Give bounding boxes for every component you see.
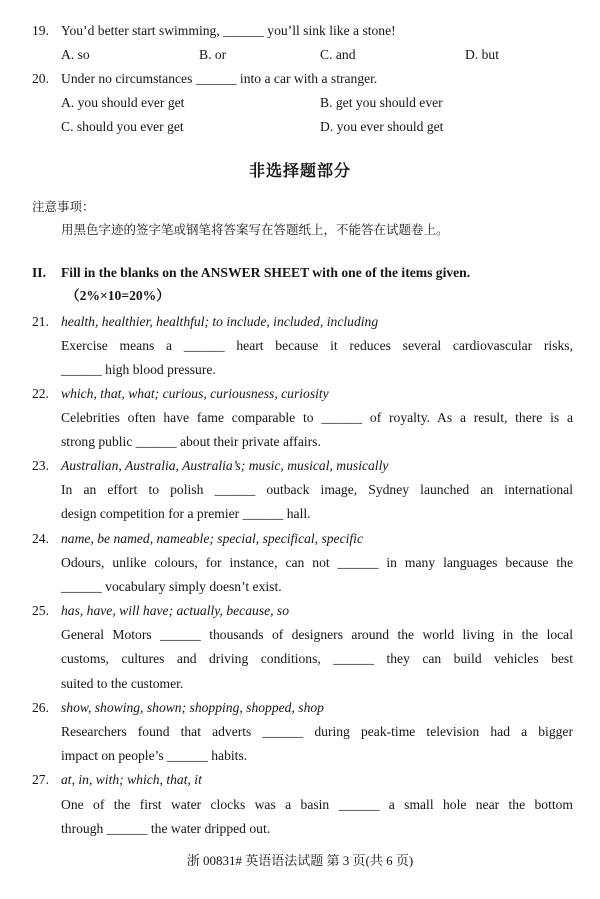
sentence-line: design competition for a premier ______ hall. bbox=[61, 506, 311, 521]
notice-label: 注意事项： bbox=[32, 199, 95, 214]
question-number: 24. bbox=[32, 531, 49, 546]
part-instruction: Fill in the blanks on the ANSWER SHEET with one of the items given. bbox=[61, 265, 471, 280]
sentence-line: One of the first water clocks was a basin ______ a small hole near the bottom bbox=[61, 797, 573, 812]
notice-text: 用黑色字迹的签字笔或钢笔将答案写在答题纸上，不能答在试题卷上。 bbox=[61, 222, 449, 237]
question-number: 19. bbox=[32, 23, 49, 38]
sentence-line: Celebrities often have fame comparable to ______ of royalty. As a result, there is a bbox=[61, 410, 573, 425]
question-number: 20. bbox=[32, 71, 49, 86]
question-stem: You’d better start swimming, ______ you’ll sink like a stone! bbox=[61, 23, 396, 38]
question-number: 23. bbox=[32, 458, 49, 473]
sentence-line: Odours, unlike colours, for instance, can not ______ in many languages because the bbox=[61, 555, 573, 570]
word-options: health, healthier, healthful; to include, included, including bbox=[61, 314, 379, 329]
section-title: 非选择题部分 bbox=[248, 161, 351, 180]
sentence-line: suited to the customer. bbox=[61, 676, 184, 691]
option-d: D. but bbox=[465, 47, 499, 62]
option-d: D. you ever should get bbox=[320, 119, 444, 134]
sentence-line: customs, cultures and driving conditions, ______ they can build vehicles best bbox=[61, 651, 573, 666]
sentence-line: strong public ______ about their private affairs. bbox=[61, 434, 321, 449]
option-b: B. or bbox=[199, 47, 227, 62]
option-c: C. should you ever get bbox=[61, 119, 184, 134]
question-number: 22. bbox=[32, 386, 49, 401]
question-number: 25. bbox=[32, 603, 49, 618]
option-b: B. get you should ever bbox=[320, 95, 443, 110]
question-number: 21. bbox=[32, 314, 49, 329]
sentence-line: through ______ the water dripped out. bbox=[61, 821, 271, 836]
option-a: A. so bbox=[61, 47, 90, 62]
word-options: at, in, with; which, that, it bbox=[61, 772, 202, 787]
page-footer: 浙 00831# 英语语法试题 第 3 页(共 6 页) bbox=[186, 853, 414, 868]
part-score: （2%×10=20%） bbox=[66, 288, 170, 303]
sentence-line: ______ vocabulary simply doesn’t exist. bbox=[61, 579, 282, 594]
question-stem: Under no circumstances ______ into a car with a stranger. bbox=[61, 71, 378, 86]
question-number: 26. bbox=[32, 700, 49, 715]
sentence-line: ______ high blood pressure. bbox=[61, 362, 216, 377]
option-a: A. you should ever get bbox=[61, 95, 185, 110]
part-number: II. bbox=[32, 265, 46, 280]
word-options: has, have, will have; actually, because, so bbox=[61, 603, 290, 618]
sentence-line: In an effort to polish ______ outback image, Sydney launched an international bbox=[61, 482, 573, 497]
word-options: name, be named, nameable; special, specifical, specific bbox=[61, 531, 363, 546]
sentence-line: Researchers found that adverts ______ during peak-time television had a bigger bbox=[61, 724, 573, 739]
sentence-line: Exercise means a ______ heart because it reduces several cardiovascular risks, bbox=[61, 338, 573, 353]
sentence-line: General Motors ______ thousands of designers around the world living in the local bbox=[61, 627, 573, 642]
option-c: C. and bbox=[320, 47, 356, 62]
sentence-line: impact on people’s ______ habits. bbox=[61, 748, 248, 763]
word-options: show, showing, shown; shopping, shopped, shop bbox=[61, 700, 324, 715]
question-number: 27. bbox=[32, 772, 49, 787]
word-options: which, that, what; curious, curiousness, curiosity bbox=[61, 386, 329, 401]
word-options: Australian, Australia, Australia’s; music, musical, musically bbox=[61, 458, 389, 473]
